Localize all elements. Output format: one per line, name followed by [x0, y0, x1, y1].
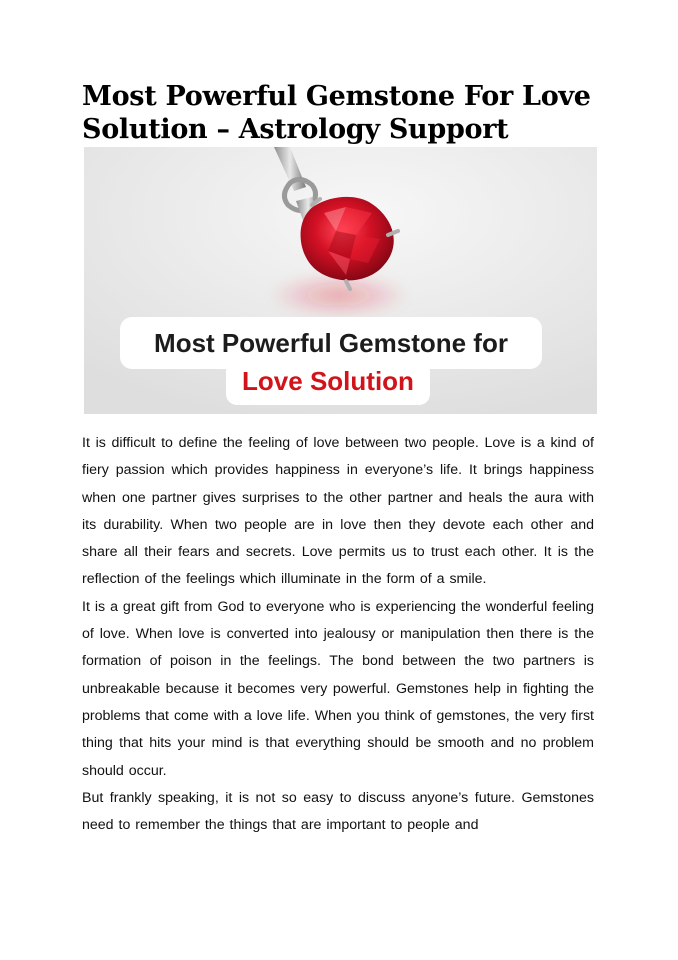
article-body: [82, 430, 594, 839]
paragraph-1: It is difficult to define the feeling of love between two people. Love is a kind of fiery passion which provides happiness in everyone’s life. It brings happiness when one partner gives surprises to the other partner and heals the aura with its durability. When two people are in love then they devote each other and share all their fears and secrets. Love permits us to trust each other. It is the reflection of the feelings which illuminate in the form of a smile.: [82, 435, 594, 588]
gemstone-pendant-illustration: [84, 147, 597, 414]
hero-image: [84, 147, 597, 414]
banner-subheadline: Love Solution: [242, 366, 414, 396]
paragraph-2: It is a great gift from God to everyone who is experiencing the wonderful feeling of love. When love is converted into jealousy or manipulation then there is the formation of poison in the feelings. The bond between the two partners is unbreakable because it becomes very powerful. Gemstones help in fighting the problems that come with a love life. When you think of gemstones, the very first thing that hits your mind is that everything should be smooth and no problem should occur.: [82, 598, 594, 779]
page-title: Most Powerful Gemstone For Love Solution – Astrology Support: [82, 81, 591, 145]
paragraph-3: But frankly speaking, it is not so easy to discuss anyone’s future. Gemstones need to remember the things that are important to people and: [82, 789, 594, 834]
banner-headline: Most Powerful Gemstone for: [154, 328, 508, 358]
